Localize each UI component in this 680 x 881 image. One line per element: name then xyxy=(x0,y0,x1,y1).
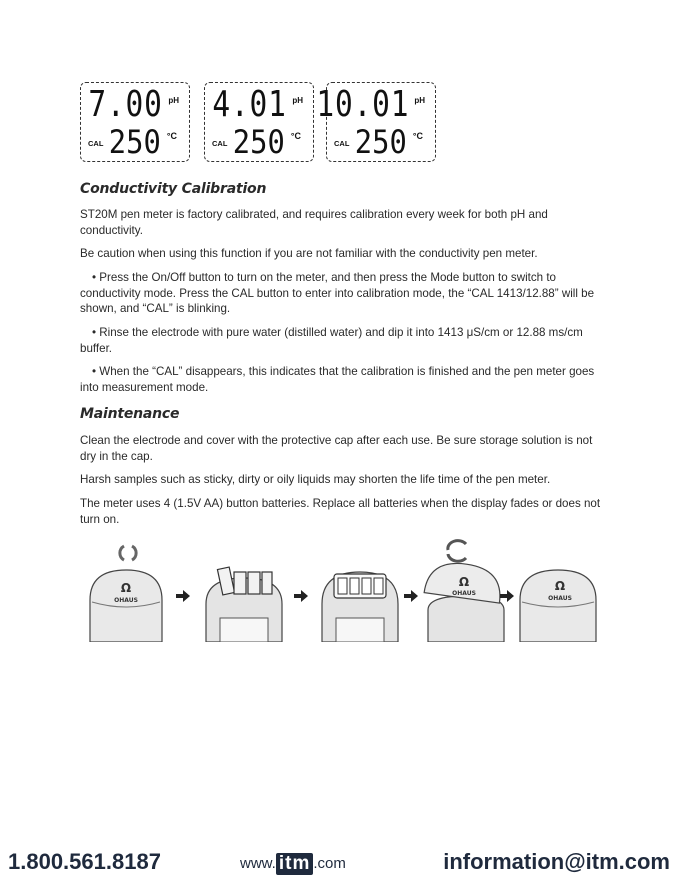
footer-web-prefix: www. xyxy=(240,855,276,872)
lcd-reading: 7.00 xyxy=(88,84,163,125)
conductivity-heading: Conductivity Calibration xyxy=(80,181,267,197)
page-footer xyxy=(0,849,680,881)
maintenance-paragraph: Clean the electrode and cover with the protective cap after each use. Be sure storage solution is not dry in the cap. xyxy=(80,434,593,463)
svg-text:Ω: Ω xyxy=(120,581,132,595)
lcd-panel-ph4 xyxy=(204,82,314,162)
arrow-right-icon xyxy=(176,590,190,602)
meter-cap-replacing xyxy=(420,538,512,642)
lcd-unit: pH xyxy=(168,96,179,105)
lcd-panel-row xyxy=(80,82,440,164)
lcd-cal-label: CAL xyxy=(88,139,104,148)
ohaus-logo: OHAUS xyxy=(452,590,476,597)
arrow-right-icon xyxy=(404,590,418,602)
rotate-close-icon xyxy=(448,541,466,562)
conductivity-step: • Rinse the electrode with pure water (distilled water) and dip it into 1413 μS/cm or 12.88 ms/cm buffer. xyxy=(80,326,583,355)
lcd-reading: 4.01 xyxy=(212,84,287,125)
conductivity-step: • When the “CAL” disappears, this indicates that the calibration is finished and the pen meter goes into measurement mode. xyxy=(80,365,595,394)
lcd-temp-unit: °C xyxy=(290,131,301,141)
lcd-panel-ph10 xyxy=(316,82,436,162)
ohaus-logo: OHAUS xyxy=(114,597,138,604)
meter-cap-removed xyxy=(198,538,290,642)
footer-email[interactable]: information@itm.com xyxy=(443,849,670,874)
lcd-unit: pH xyxy=(292,96,303,105)
lcd-temperature: 250 xyxy=(232,123,285,161)
battery-replacement-illustration xyxy=(80,538,600,642)
lcd-temperature: 250 xyxy=(354,123,407,161)
lcd-unit: pH xyxy=(414,96,425,105)
maintenance-heading: Maintenance xyxy=(80,406,180,422)
lcd-reading: 10.01 xyxy=(316,84,409,125)
conductivity-paragraph: Be caution when using this function if you are not familiar with the conductivity pen meter. xyxy=(80,247,538,260)
lcd-temp-unit: °C xyxy=(166,131,177,141)
footer-website[interactable] xyxy=(240,853,346,875)
meter-batteries-installed xyxy=(314,538,406,642)
maintenance-paragraph: The meter uses 4 (1.5V AA) button batteries. Replace all batteries when the display fades or does not turn on. xyxy=(80,497,601,526)
maintenance-paragraph: Harsh samples such as sticky, dirty or oily liquids may shorten the life time of the pen meter. xyxy=(80,473,551,486)
lcd-temp-unit: °C xyxy=(412,131,423,141)
conductivity-step: • Press the On/Off button to turn on the meter, and then press the Mode button to switch to conductivity mode. Press the CAL button to enter into calibration mode, the “CAL 1413/12.88” will be shown, and “CAL” is blinking. xyxy=(80,271,595,315)
meter-cap-closed-final xyxy=(512,538,604,642)
footer-web-suffix: .com xyxy=(313,855,346,872)
rotate-open-icon xyxy=(120,546,136,560)
lcd-cal-label: CAL xyxy=(334,139,350,148)
arrow-right-icon xyxy=(294,590,308,602)
itm-logo: itm xyxy=(276,853,314,875)
ohaus-logo: OHAUS xyxy=(548,595,572,602)
svg-text:Ω: Ω xyxy=(554,579,566,593)
conductivity-paragraph: ST20M pen meter is factory calibrated, and requires calibration every week for both pH and conductivity. xyxy=(80,208,548,237)
lcd-panel-ph7 xyxy=(80,82,190,162)
footer-phone[interactable]: 1.800.561.8187 xyxy=(8,849,161,874)
meter-cap-closed xyxy=(80,538,172,642)
svg-text:Ω: Ω xyxy=(458,575,470,589)
lcd-cal-label: CAL xyxy=(212,139,228,148)
lcd-temperature: 250 xyxy=(108,123,161,161)
